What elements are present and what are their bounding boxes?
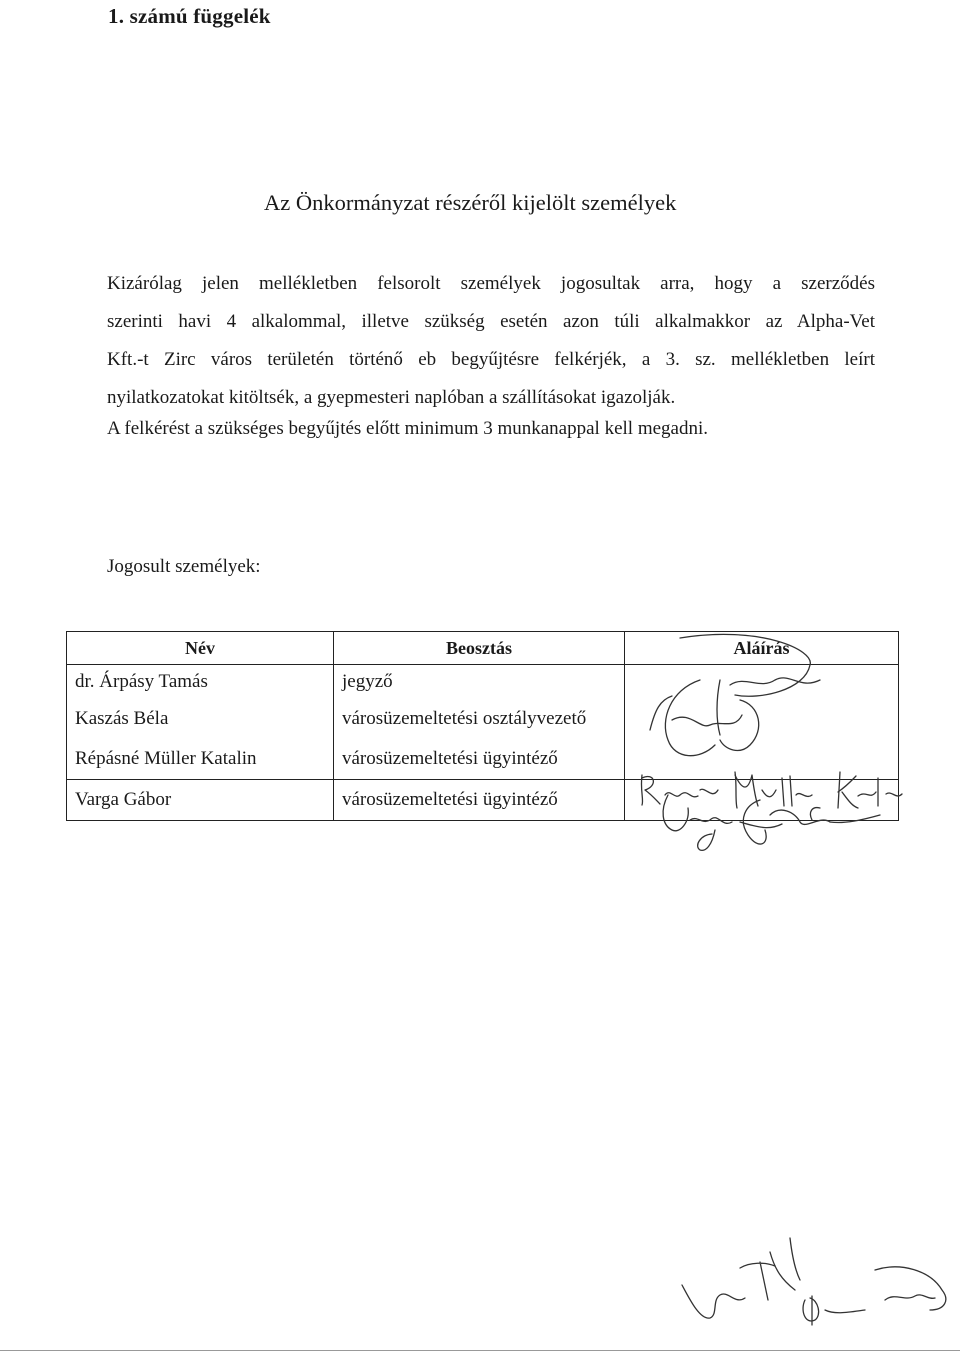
table-header-row xyxy=(67,632,899,665)
person-position: városüzemeltetési osztályvezető xyxy=(334,699,625,739)
signature-cell xyxy=(625,780,899,821)
body-paragraph xyxy=(107,265,875,417)
signature-cell xyxy=(625,699,899,739)
person-name: Répásné Müller Katalin xyxy=(67,739,334,780)
document-title: Az Önkormányzat részéről kijelölt személyek xyxy=(264,190,677,215)
header-position: Beosztás xyxy=(334,632,625,665)
person-name: dr. Árpásy Tamás xyxy=(67,665,334,700)
table-row xyxy=(67,699,899,739)
table-row xyxy=(67,739,899,780)
person-position: városüzemeltetési ügyintéző xyxy=(334,780,625,821)
page-initials xyxy=(682,1238,946,1325)
person-position: jegyző xyxy=(334,665,625,700)
person-position: városüzemeltetési ügyintéző xyxy=(334,739,625,780)
paragraph-line: Kft.-t Zirc város területén történő eb begyűjtésre felkérjék, a 3. sz. mellékletben leírt xyxy=(107,349,875,370)
authorized-persons-table xyxy=(66,631,899,821)
table-row xyxy=(67,780,899,821)
request-note: A felkérést a szükséges begyűjtés előtt minimum 3 munkanappal kell megadni. xyxy=(107,418,708,439)
header-name: Név xyxy=(67,632,334,665)
person-name: Kaszás Béla xyxy=(67,699,334,739)
authorized-persons-label: Jogosult személyek: xyxy=(107,556,261,577)
person-name: Varga Gábor xyxy=(67,780,334,821)
appendix-heading: 1. számú függelék xyxy=(108,4,271,28)
page-edge-line xyxy=(0,1350,960,1351)
table-row xyxy=(67,665,899,700)
signature-cell xyxy=(625,665,899,700)
header-signature: Aláírás xyxy=(625,632,899,665)
paragraph-line: nyilatkozatokat kitöltsék, a gyepmesteri naplóban a szállításokat igazolják. xyxy=(107,387,676,408)
paragraph-line: Kizárólag jelen mellékletben felsorolt személyek jogosultak arra, hogy a szerződés xyxy=(107,273,875,294)
paragraph-line: szerinti havi 4 alkalommal, illetve szükség esetén azon túli alkalmakkor az Alpha-Vet xyxy=(107,311,875,332)
signature-cell xyxy=(625,739,899,780)
